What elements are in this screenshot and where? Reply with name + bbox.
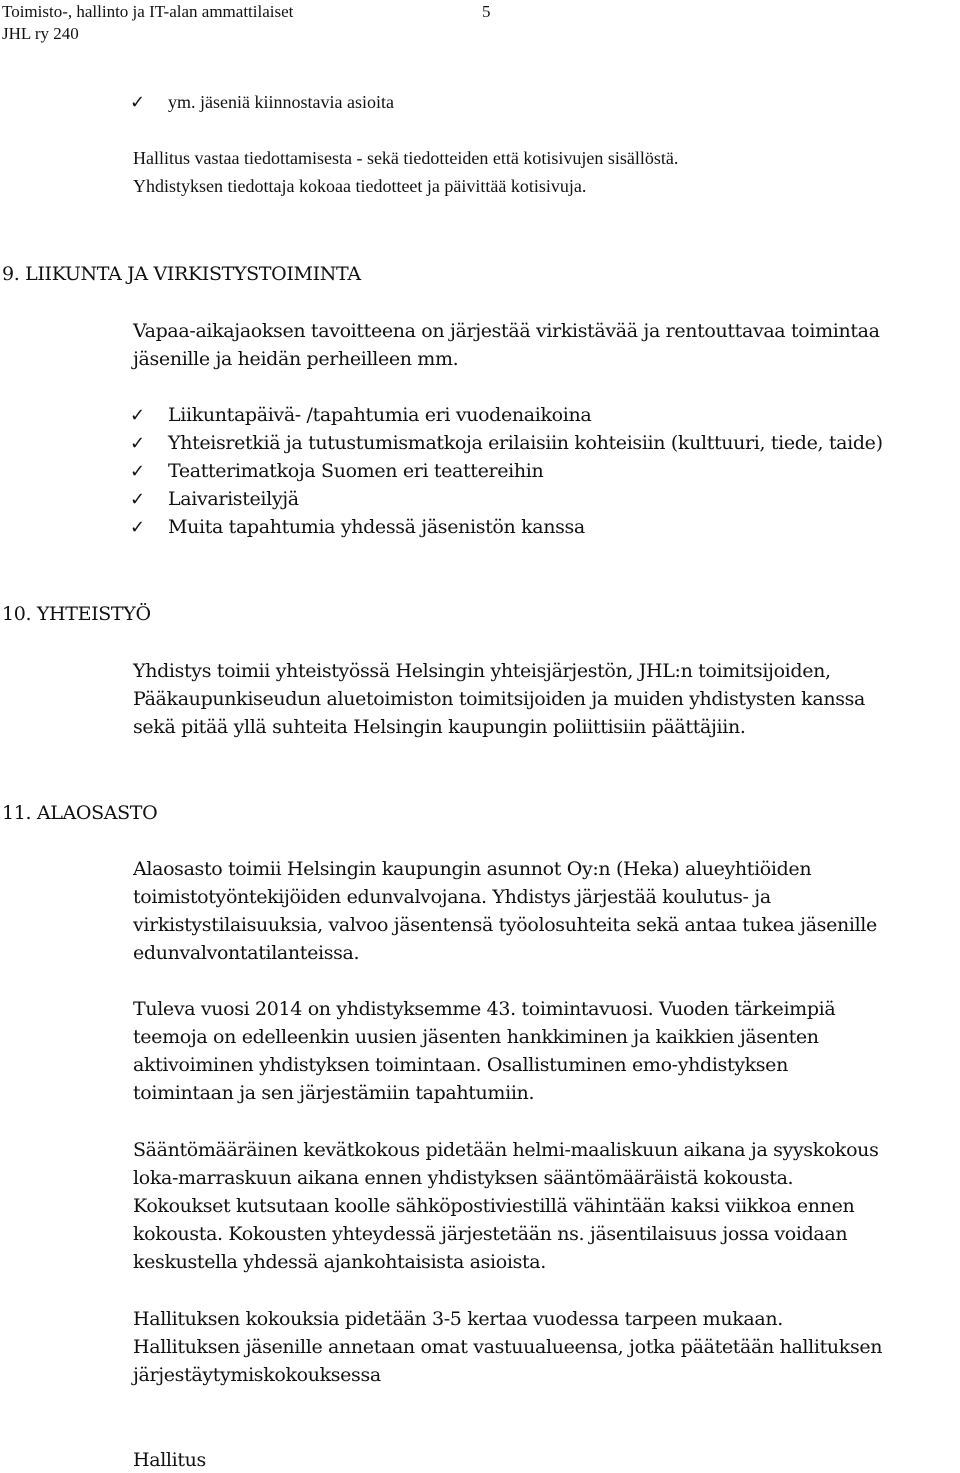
section11-para2-line-3: aktivoiminen yhdistyksen toimintaan. Osallistuminen emo-yhdistyksen bbox=[133, 1054, 788, 1076]
intro-check-item bbox=[130, 92, 394, 113]
checkmark-icon: ✓ bbox=[130, 433, 145, 454]
section11-para4-line-2: Hallituksen jäsenille annetaan omat vastuualueensa, jotka päätetään hallituksen bbox=[133, 1336, 883, 1358]
section11-para3-line-4: kokousta. Kokousten yhteydessä järjestetään ns. jäsentilaisuus jossa voidaan bbox=[133, 1223, 848, 1245]
page-number: 5 bbox=[482, 2, 491, 21]
section-heading-9: 9. LIIKUNTA JA VIRKISTYSTOIMINTA bbox=[2, 263, 361, 285]
checkmark-icon: ✓ bbox=[130, 92, 146, 113]
list-item bbox=[130, 488, 299, 510]
section-heading-11: 11. ALAOSASTO bbox=[2, 802, 158, 824]
checkmark-icon: ✓ bbox=[130, 461, 145, 482]
list-item-text: Liikuntapäivä- /tapahtumia eri vuodenaikoina bbox=[168, 404, 592, 426]
footer-heading: Hallitus bbox=[133, 1449, 206, 1471]
section11-para3-line-5: keskustella yhdessä ajankohtaisista asioista. bbox=[133, 1251, 546, 1273]
list-item-text: Teatterimatkoja Suomen eri teattereihin bbox=[168, 460, 544, 482]
list-item-text: Laivaristeilyjä bbox=[168, 488, 299, 510]
intro-line-1: Hallitus vastaa tiedottamisesta - sekä tiedotteiden että kotisivujen sisällöstä. bbox=[133, 148, 679, 168]
section11-para1-line-2: toimistotyöntekijöiden edunvalvojana. Yhdistys järjestää koulutus- ja bbox=[133, 886, 771, 908]
list-item-text: Yhteisretkiä ja tutustumismatkoja erilaisiin kohteisiin (kulttuuri, tiede, taide) bbox=[168, 432, 883, 454]
section9-para-line-2: jäsenille ja heidän perheilleen mm. bbox=[133, 348, 459, 370]
list-item bbox=[130, 460, 543, 482]
intro-line-2: Yhdistyksen tiedottaja kokoaa tiedotteet ja päivittää kotisivuja. bbox=[133, 176, 587, 196]
section-heading-10: 10. YHTEISTYÖ bbox=[2, 603, 151, 625]
section9-para-line-1: Vapaa-aikajaoksen tavoitteena on järjestää virkistävää ja rentouttavaa toimintaa bbox=[133, 320, 880, 342]
intro-check-text: ym. jäseniä kiinnostavia asioita bbox=[168, 92, 394, 112]
section11-para1-line-4: edunvalvontatilanteissa. bbox=[133, 942, 360, 964]
section11-para3-line-1: Sääntömääräinen kevätkokous pidetään helmi-maaliskuun aikana ja syyskokous bbox=[133, 1139, 879, 1161]
section11-para2-line-1: Tuleva vuosi 2014 on yhdistyksemme 43. toimintavuosi. Vuoden tärkeimpiä bbox=[133, 998, 836, 1020]
list-item bbox=[130, 432, 883, 454]
section10-para-line-1: Yhdistys toimii yhteistyössä Helsingin yhteisjärjestön, JHL:n toimitsijoiden, bbox=[133, 660, 831, 682]
list-item-text: Muita tapahtumia yhdessä jäsenistön kanssa bbox=[168, 516, 585, 538]
section11-para3-line-2: loka-marraskuun aikana ennen yhdistyksen sääntömääräistä kokousta. bbox=[133, 1167, 794, 1189]
section11-para1-line-3: virkistystilaisuuksia, valvoo jäsentensä työolosuhteita sekä antaa tukea jäsenille bbox=[133, 914, 877, 936]
section10-para-line-2: Pääkaupunkiseudun aluetoimiston toimitsijoiden ja muiden yhdistysten kanssa bbox=[133, 688, 865, 710]
header-org: JHL ry 240 bbox=[2, 24, 79, 43]
section11-para2-line-2: teemoja on edelleenkin uusien jäsenten hankkiminen ja kaikkien jäsenten bbox=[133, 1026, 819, 1048]
checkmark-icon: ✓ bbox=[130, 517, 145, 538]
checkmark-icon: ✓ bbox=[130, 405, 145, 426]
section11-para1-line-1: Alaosasto toimii Helsingin kaupungin asunnot Oy:n (Heka) alueyhtiöiden bbox=[133, 858, 812, 880]
section11-para4-line-3: järjestäytymiskokouksessa bbox=[133, 1364, 381, 1386]
list-item bbox=[130, 404, 591, 426]
section11-para4-line-1: Hallituksen kokouksia pidetään 3-5 kertaa vuodessa tarpeen mukaan. bbox=[133, 1308, 783, 1330]
section11-para2-line-4: toimintaan ja sen järjestämiin tapahtumiin. bbox=[133, 1082, 535, 1104]
section11-para3-line-3: Kokoukset kutsutaan koolle sähköpostiviestillä vähintään kaksi viikkoa ennen bbox=[133, 1195, 855, 1217]
header-title: Toimisto-, hallinto ja IT-alan ammattilaiset bbox=[2, 2, 294, 21]
section10-para-line-3: sekä pitää yllä suhteita Helsingin kaupungin poliittisiin päättäjiin. bbox=[133, 716, 746, 738]
checkmark-icon: ✓ bbox=[130, 489, 145, 510]
list-item bbox=[130, 516, 585, 538]
